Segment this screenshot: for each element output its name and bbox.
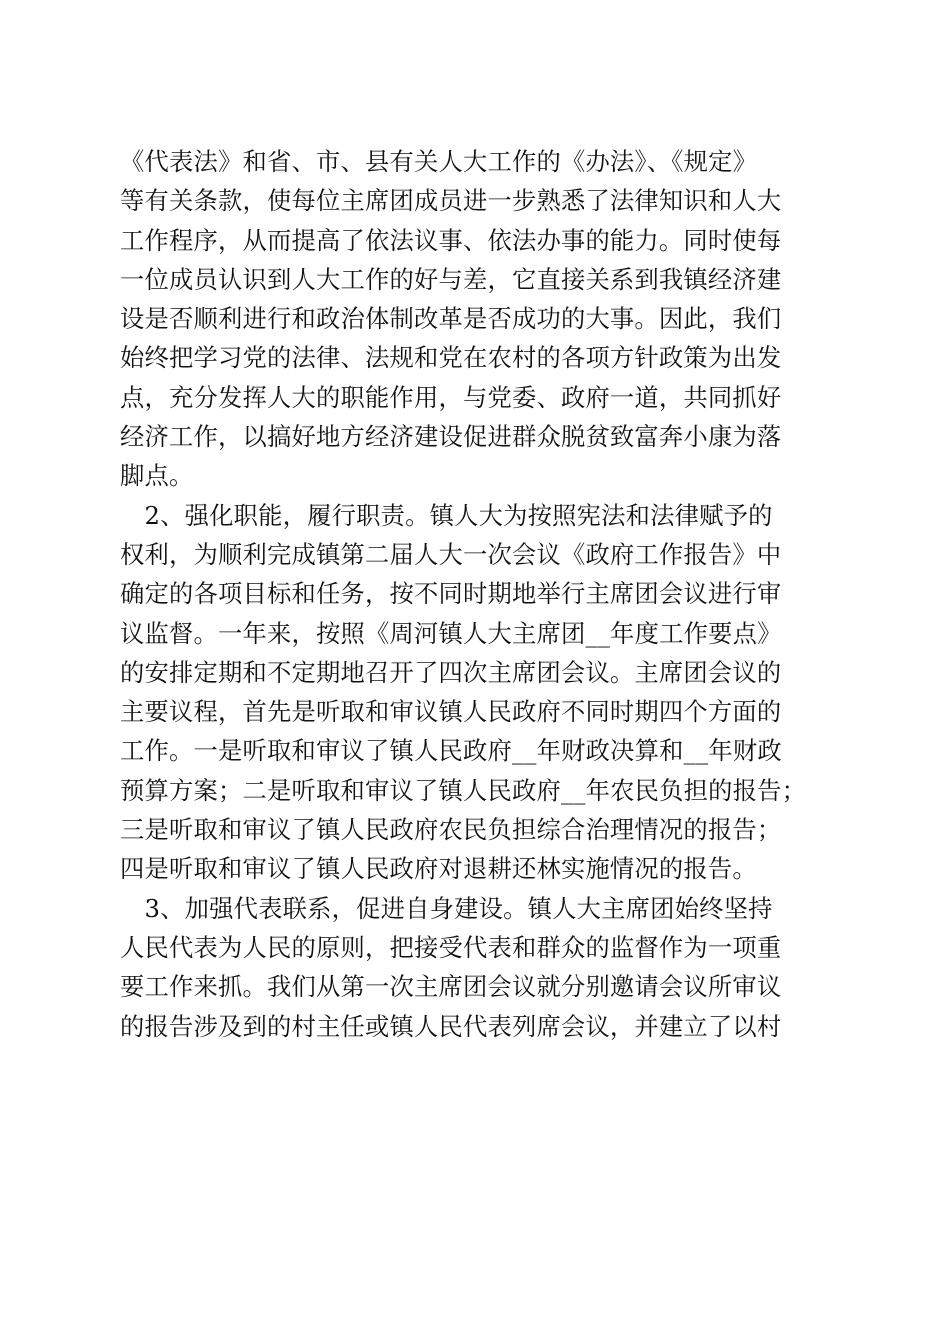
text-line: 工作程序，从而提高了依法议事、依法办事的能力。同时使每 bbox=[120, 225, 782, 255]
text-line: 三是听取和审议了镇人民政府农民负担综合治理情况的报告； bbox=[120, 815, 782, 845]
paragraph-start-line: 3、加强代表联系，促进自身建设。镇人大主席团始终坚持 bbox=[120, 893, 773, 923]
text-line: 的报告涉及到的村主任或镇人民代表列席会议，并建立了以村 bbox=[120, 1011, 782, 1041]
text-line: 四是听取和审议了镇人民政府对退耕还林实施情况的报告。 bbox=[120, 854, 757, 884]
text-line: 议监督。一年来，按照《周河镇人大主席团__年度工作要点》 bbox=[120, 618, 782, 648]
text-line: 设是否顺利进行和政治体制改革是否成功的大事。因此，我们 bbox=[120, 304, 782, 334]
text-line: 权利，为顺利完成镇第二届人大一次会议《政府工作报告》中 bbox=[120, 539, 782, 569]
paragraph-start-line: 2、强化职能，履行职责。镇人大为按照宪法和法律赋予的 bbox=[120, 500, 773, 530]
text-line: 主要议程，首先是听取和审议镇人民政府不同时期四个方面的 bbox=[120, 697, 782, 727]
text-line: 确定的各项目标和任务，按不同时期地举行主席团会议进行审 bbox=[120, 579, 782, 609]
text-line: 工作。一是听取和审议了镇人民政府__年财政决算和__年财政 bbox=[120, 736, 782, 766]
text-line: 经济工作，以搞好地方经济建设促进群众脱贫致富奔小康为落 bbox=[120, 422, 782, 452]
text-line: 要工作来抓。我们从第一次主席团会议就分别邀请会议所审议 bbox=[120, 972, 782, 1002]
text-line: 预算方案；二是听取和审议了镇人民政府__年农民负担的报告； bbox=[120, 775, 807, 805]
text-line: 一位成员认识到人大工作的好与差，它直接关系到我镇经济建 bbox=[120, 264, 782, 294]
text-line: 等有关条款，使每位主席团成员进一步熟悉了法律知识和人大 bbox=[120, 186, 782, 216]
text-line: 《代表法》和省、市、县有关人大工作的《办法》、《规定》 bbox=[120, 147, 758, 176]
text-line: 脚点。 bbox=[120, 461, 194, 491]
document-page bbox=[120, 142, 832, 1046]
text-line: 的安排定期和不定期地召开了四次主席团会议。主席团会议的 bbox=[120, 657, 782, 687]
text-line: 始终把学习党的法律、法规和党在农村的各项方针政策为出发 bbox=[120, 343, 782, 373]
text-line: 人民代表为人民的原则，把接受代表和群众的监督作为一项重 bbox=[120, 932, 782, 962]
text-line: 点，充分发挥人大的职能作用，与党委、政府一道，共同抓好 bbox=[120, 382, 782, 412]
